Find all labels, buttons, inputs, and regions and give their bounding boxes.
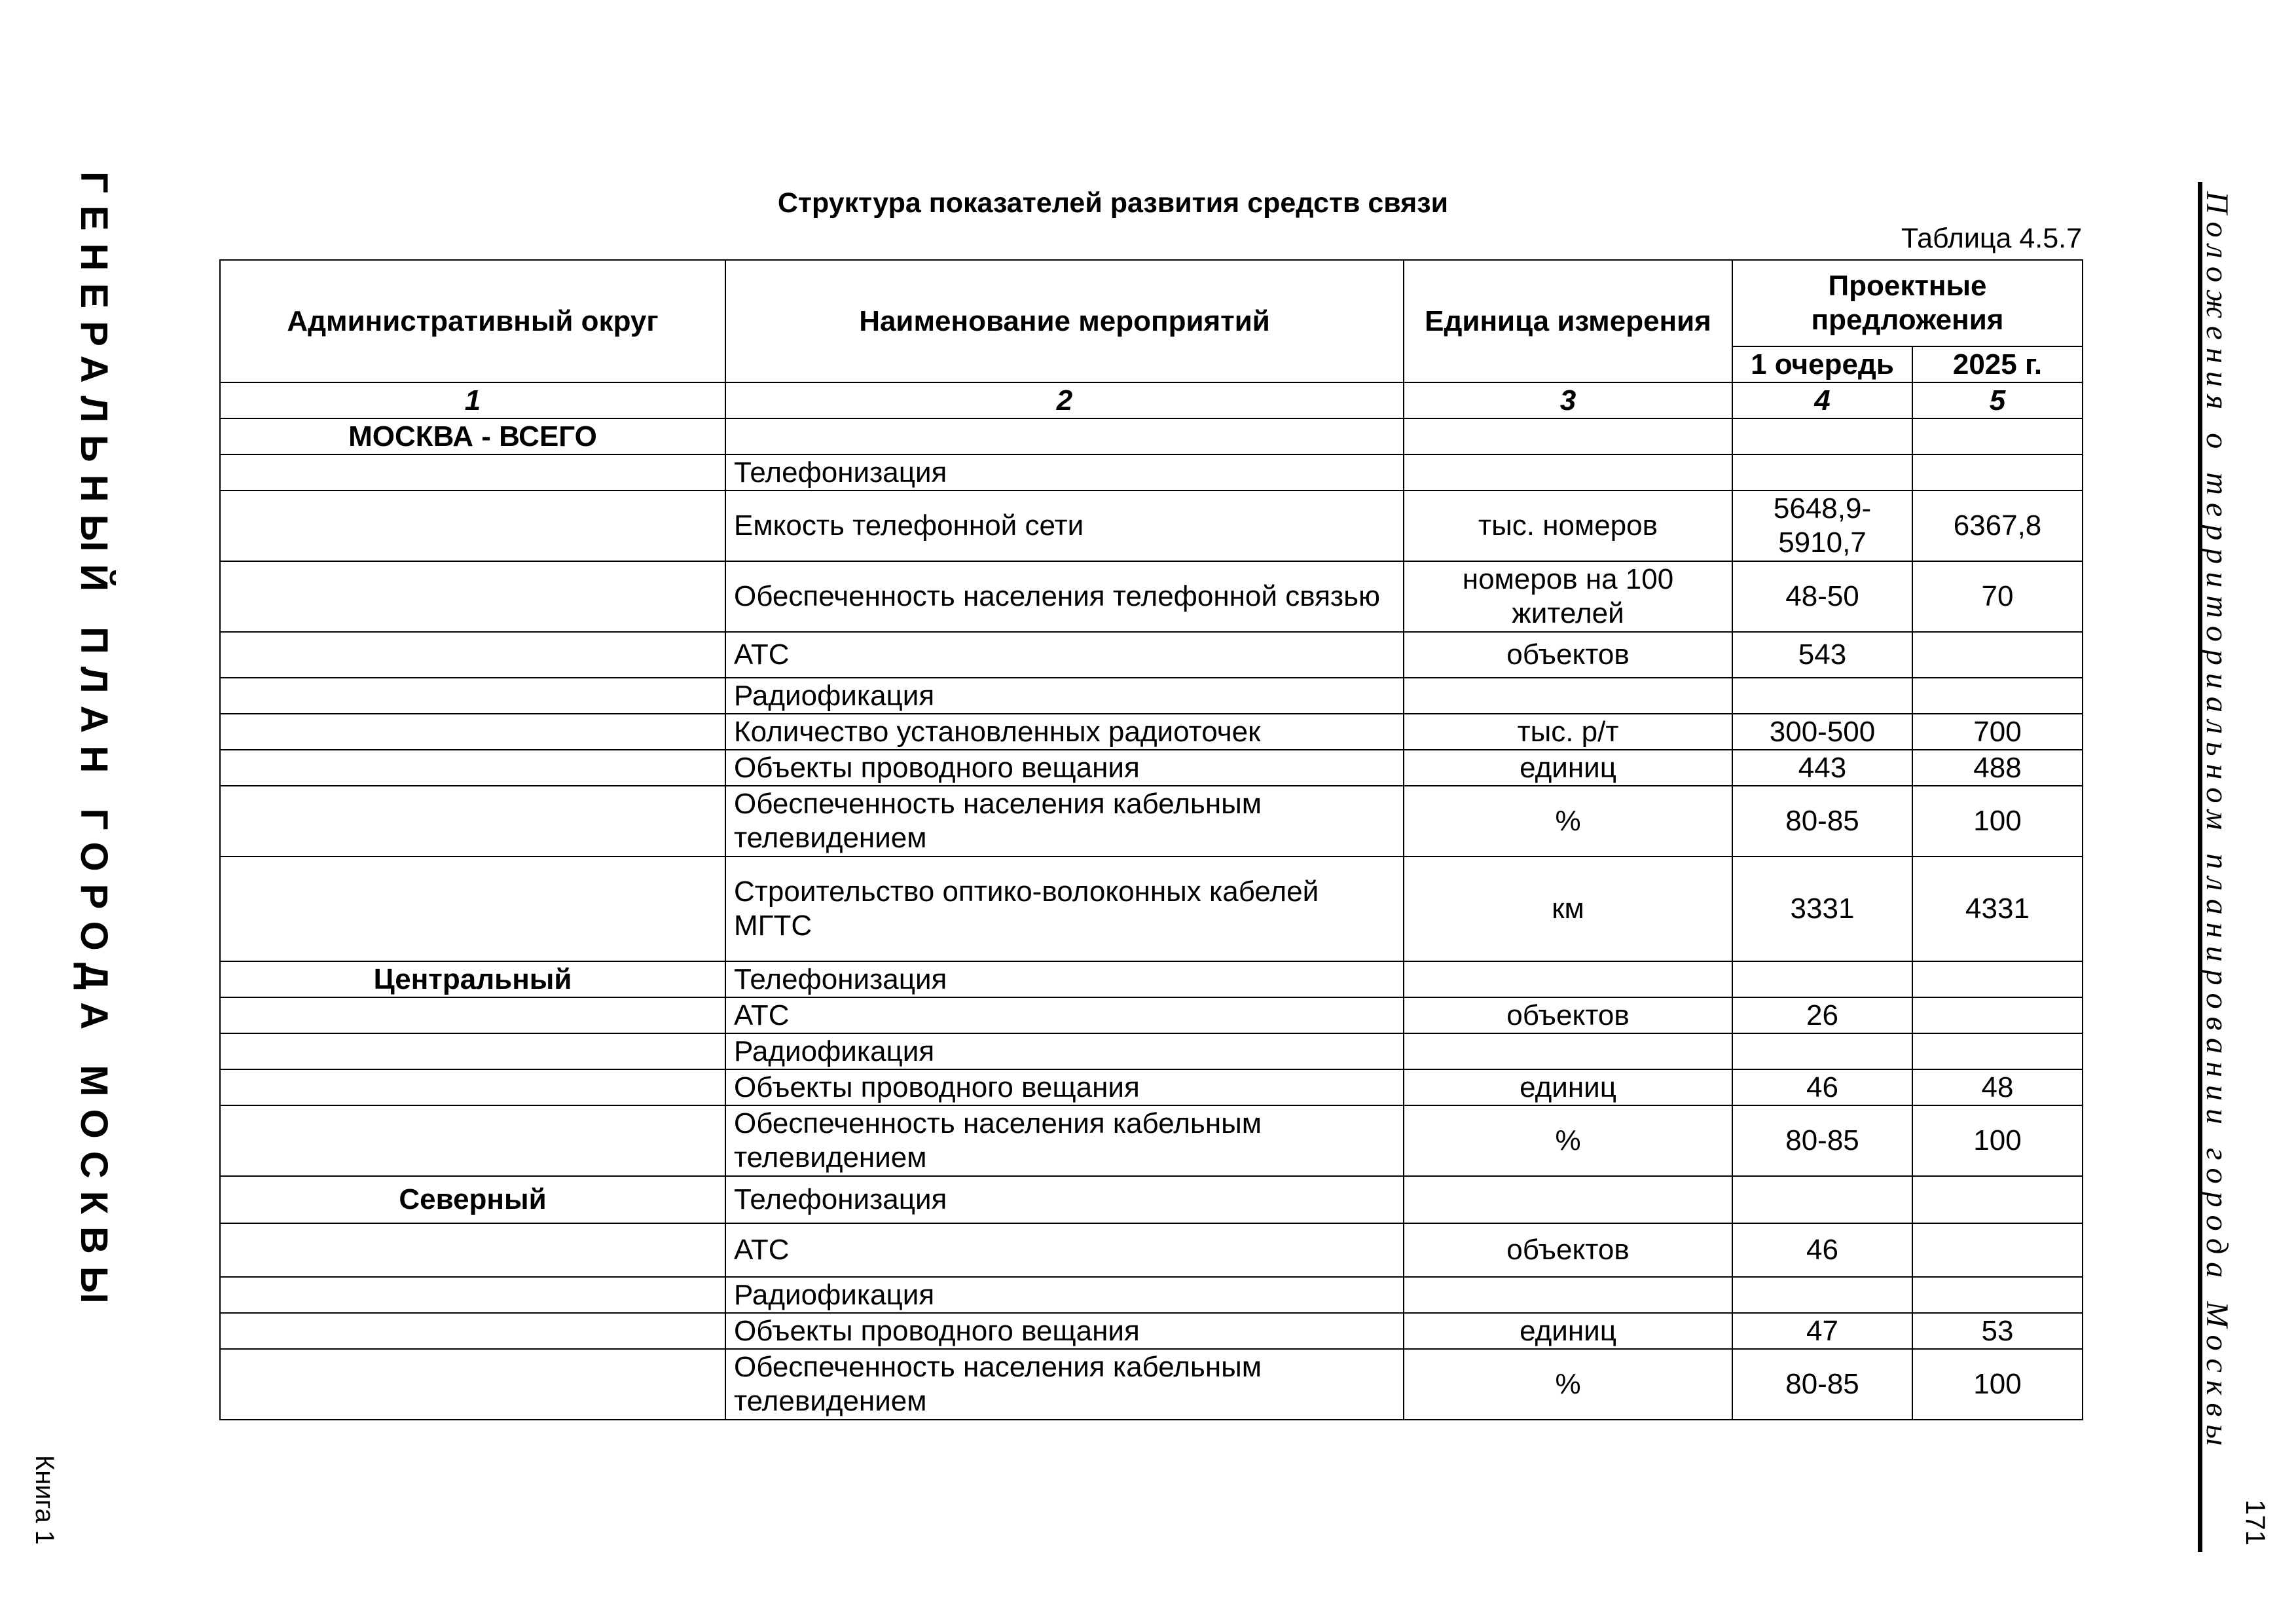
district-cell: Центральный xyxy=(220,961,725,997)
district-cell xyxy=(220,1223,725,1277)
year2025-value-cell: 4331 xyxy=(1912,857,2083,961)
header-stage1: 1 очередь xyxy=(1732,346,1912,382)
year2025-value-cell xyxy=(1912,1033,2083,1069)
table-row xyxy=(220,1105,2083,1176)
header-unit: Единица измерения xyxy=(1404,260,1732,382)
unit-cell xyxy=(1404,1176,1732,1223)
year2025-value-cell: 100 xyxy=(1912,786,2083,857)
year2025-value-cell: 6367,8 xyxy=(1912,490,2083,561)
unit-cell: % xyxy=(1404,1349,1732,1420)
stage1-value-cell: 443 xyxy=(1732,750,1912,786)
unit-cell: номеров на 100 жителей xyxy=(1404,561,1732,632)
measure-cell: АТС xyxy=(725,997,1404,1033)
header-district: Административный округ xyxy=(220,260,725,382)
year2025-value-cell: 48 xyxy=(1912,1069,2083,1105)
year2025-value-cell: 70 xyxy=(1912,561,2083,632)
stage1-value-cell: 80-85 xyxy=(1732,1349,1912,1420)
table-row xyxy=(220,454,2083,490)
unit-cell: объектов xyxy=(1404,632,1732,678)
table-row xyxy=(220,1033,2083,1069)
table-row xyxy=(220,1277,2083,1313)
table-row xyxy=(220,1349,2083,1420)
unit-cell: тыс. номеров xyxy=(1404,490,1732,561)
unit-cell: единиц xyxy=(1404,750,1732,786)
stage1-value-cell: 80-85 xyxy=(1732,1105,1912,1176)
unit-cell: % xyxy=(1404,1105,1732,1176)
stage1-value-cell xyxy=(1732,961,1912,997)
stage1-value-cell: 26 xyxy=(1732,997,1912,1033)
stage1-value-cell: 48-50 xyxy=(1732,561,1912,632)
table-row xyxy=(220,632,2083,678)
stage1-value-cell xyxy=(1732,418,1912,454)
indicators-table xyxy=(219,259,2083,1420)
section-title: Положения о территориальном планировании города Москвы xyxy=(2200,191,2234,1454)
book-title: ГЕНЕРАЛЬНЫЙ ПЛАН ГОРОДА МОСКВЫ xyxy=(73,172,115,1316)
district-cell xyxy=(220,561,725,632)
unit-cell: % xyxy=(1404,786,1732,857)
year2025-value-cell xyxy=(1912,1176,2083,1223)
district-cell xyxy=(220,1069,725,1105)
year2025-value-cell xyxy=(1912,961,2083,997)
district-cell xyxy=(220,678,725,714)
table-row xyxy=(220,1069,2083,1105)
page-number: 171 xyxy=(2240,1500,2271,1546)
unit-cell xyxy=(1404,418,1732,454)
measure-cell: Обеспеченность населения кабельным телевидением xyxy=(725,1105,1404,1176)
year2025-value-cell: 700 xyxy=(1912,714,2083,750)
district-cell xyxy=(220,786,725,857)
stage1-value-cell: 80-85 xyxy=(1732,786,1912,857)
unit-cell: единиц xyxy=(1404,1313,1732,1349)
district-cell xyxy=(220,1033,725,1069)
stage1-value-cell xyxy=(1732,454,1912,490)
measure-cell: Емкость телефонной сети xyxy=(725,490,1404,561)
column-number: 3 xyxy=(1404,382,1732,418)
measure-cell: АТС xyxy=(725,632,1404,678)
stage1-value-cell xyxy=(1732,678,1912,714)
district-cell xyxy=(220,632,725,678)
column-number: 5 xyxy=(1912,382,2083,418)
measure-cell: Количество установленных радиоточек xyxy=(725,714,1404,750)
measure-cell: Телефонизация xyxy=(725,961,1404,997)
table-row xyxy=(220,997,2083,1033)
column-number: 2 xyxy=(725,382,1404,418)
stage1-value-cell: 46 xyxy=(1732,1223,1912,1277)
table-row xyxy=(220,561,2083,632)
measure-cell: Радиофикация xyxy=(725,1033,1404,1069)
stage1-value-cell: 3331 xyxy=(1732,857,1912,961)
measure-cell: Строительство оптико-волоконных кабелей МГТС xyxy=(725,857,1404,961)
unit-cell xyxy=(1404,961,1732,997)
district-cell xyxy=(220,1349,725,1420)
measure-cell: Радиофикация xyxy=(725,1277,1404,1313)
table-row xyxy=(220,1223,2083,1277)
unit-cell: объектов xyxy=(1404,1223,1732,1277)
table-row xyxy=(220,961,2083,997)
table-row xyxy=(220,418,2083,454)
unit-cell xyxy=(1404,454,1732,490)
year2025-value-cell xyxy=(1912,1277,2083,1313)
year2025-value-cell xyxy=(1912,418,2083,454)
stage1-value-cell xyxy=(1732,1176,1912,1223)
measure-cell: Телефонизация xyxy=(725,454,1404,490)
stage1-value-cell: 5648,9-5910,7 xyxy=(1732,490,1912,561)
district-cell: МОСКВА - ВСЕГО xyxy=(220,418,725,454)
unit-cell xyxy=(1404,1033,1732,1069)
table-row xyxy=(220,678,2083,714)
unit-cell xyxy=(1404,678,1732,714)
table-body xyxy=(220,418,2083,1420)
table-number: Таблица 4.5.7 xyxy=(1901,223,2082,254)
header-2025: 2025 г. xyxy=(1912,346,2083,382)
year2025-value-cell: 100 xyxy=(1912,1105,2083,1176)
district-cell xyxy=(220,1313,725,1349)
unit-cell: единиц xyxy=(1404,1069,1732,1105)
stage1-value-cell xyxy=(1732,1033,1912,1069)
year2025-value-cell xyxy=(1912,997,2083,1033)
table-row xyxy=(220,714,2083,750)
district-cell xyxy=(220,750,725,786)
column-number: 1 xyxy=(220,382,725,418)
year2025-value-cell xyxy=(1912,454,2083,490)
measure-cell: Объекты проводного вещания xyxy=(725,1313,1404,1349)
district-cell xyxy=(220,714,725,750)
header-measure: Наименование мероприятий xyxy=(725,260,1404,382)
year2025-value-cell xyxy=(1912,678,2083,714)
table-row xyxy=(220,750,2083,786)
year2025-value-cell: 488 xyxy=(1912,750,2083,786)
measure-cell: Обеспеченность населения кабельным телевидением xyxy=(725,1349,1404,1420)
district-cell xyxy=(220,1277,725,1313)
column-number: 4 xyxy=(1732,382,1912,418)
measure-cell: Обеспеченность населения телефонной связью xyxy=(725,561,1404,632)
table-row xyxy=(220,490,2083,561)
table-row xyxy=(220,1313,2083,1349)
district-cell xyxy=(220,857,725,961)
table-row xyxy=(220,857,2083,961)
stage1-value-cell xyxy=(1732,1277,1912,1313)
unit-cell xyxy=(1404,1277,1732,1313)
district-cell xyxy=(220,490,725,561)
year2025-value-cell: 100 xyxy=(1912,1349,2083,1420)
measure-cell: Объекты проводного вещания xyxy=(725,1069,1404,1105)
stage1-value-cell: 46 xyxy=(1732,1069,1912,1105)
unit-cell: тыс. р/т xyxy=(1404,714,1732,750)
year2025-value-cell: 53 xyxy=(1912,1313,2083,1349)
table-row xyxy=(220,1176,2083,1223)
district-cell: Северный xyxy=(220,1176,725,1223)
district-cell xyxy=(220,1105,725,1176)
book-volume: Книга 1 xyxy=(30,1455,59,1545)
stage1-value-cell: 543 xyxy=(1732,632,1912,678)
column-numbers-row xyxy=(220,382,2083,418)
measure-cell: Объекты проводного вещания xyxy=(725,750,1404,786)
table-title: Структура показателей развития средств связи xyxy=(777,187,1449,219)
unit-cell: объектов xyxy=(1404,997,1732,1033)
measure-cell xyxy=(725,418,1404,454)
district-cell xyxy=(220,997,725,1033)
stage1-value-cell: 300-500 xyxy=(1732,714,1912,750)
table-header-row xyxy=(220,260,2083,346)
year2025-value-cell xyxy=(1912,632,2083,678)
measure-cell: Телефонизация xyxy=(725,1176,1404,1223)
unit-cell: км xyxy=(1404,857,1732,961)
measure-cell: Обеспеченность населения кабельным телевидением xyxy=(725,786,1404,857)
measure-cell: АТС xyxy=(725,1223,1404,1277)
header-proposals: Проектные предложения xyxy=(1732,260,2083,346)
district-cell xyxy=(220,454,725,490)
table-row xyxy=(220,786,2083,857)
stage1-value-cell: 47 xyxy=(1732,1313,1912,1349)
measure-cell: Радиофикация xyxy=(725,678,1404,714)
year2025-value-cell xyxy=(1912,1223,2083,1277)
